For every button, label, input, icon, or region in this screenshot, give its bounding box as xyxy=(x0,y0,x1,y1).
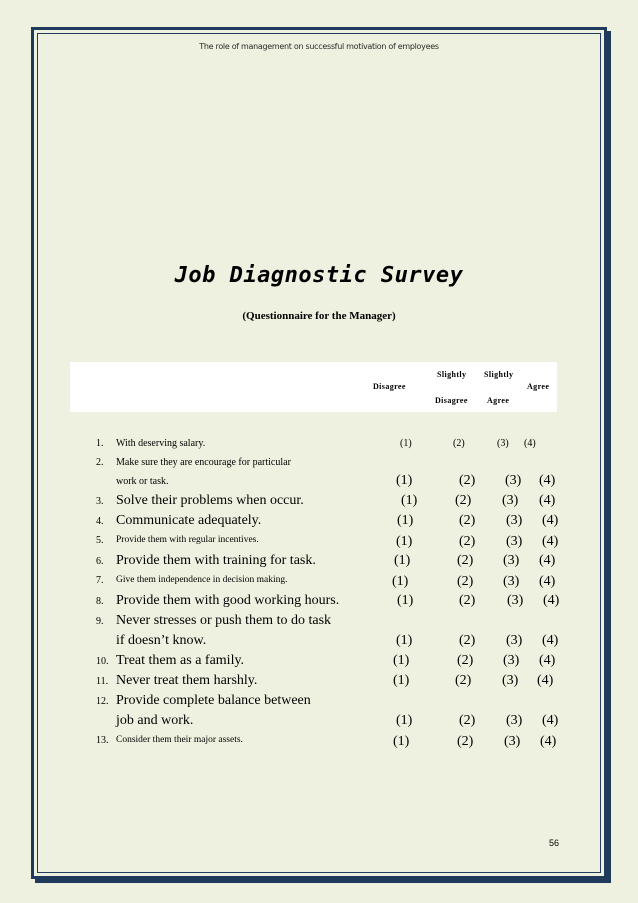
survey-title: Job Diagnostic Survey xyxy=(174,263,464,288)
question-number: 5. xyxy=(96,535,104,546)
option-4[interactable]: (4) xyxy=(539,553,556,568)
question-text: Communicate adequately. xyxy=(116,513,262,528)
option-2[interactable]: (2) xyxy=(453,438,465,449)
option-4[interactable]: (4) xyxy=(539,473,556,488)
option-2[interactable]: (2) xyxy=(459,513,476,528)
scale-label-slightly-agree-top: Slightly xyxy=(484,370,514,379)
option-4[interactable]: (4) xyxy=(542,633,559,648)
running-header: The role of management on successful motivation of employees xyxy=(199,42,439,51)
question-text: With deserving salary. xyxy=(116,438,206,449)
option-1[interactable]: (1) xyxy=(396,713,413,728)
page-number: 56 xyxy=(549,838,560,848)
scale-label-slightly-disagree-top: Slightly xyxy=(437,370,467,379)
option-1[interactable]: (1) xyxy=(394,553,411,568)
option-3[interactable]: (3) xyxy=(505,473,522,488)
question-text: if doesn’t know. xyxy=(116,633,207,648)
question-text: Consider them their major assets. xyxy=(116,735,243,745)
question-number: 11. xyxy=(96,676,109,687)
option-2[interactable]: (2) xyxy=(459,633,476,648)
response-scale-header xyxy=(70,362,557,412)
option-2[interactable]: (2) xyxy=(457,653,474,668)
question-number: 2. xyxy=(96,457,104,468)
option-2[interactable]: (2) xyxy=(459,534,476,549)
question-number: 4. xyxy=(96,516,104,527)
question-number: 3. xyxy=(96,496,104,507)
question-number: 12. xyxy=(96,696,109,707)
option-2[interactable]: (2) xyxy=(457,734,474,749)
option-3[interactable]: (3) xyxy=(502,673,519,688)
page-border-shadow-right xyxy=(607,31,611,883)
option-4[interactable]: (4) xyxy=(542,513,559,528)
option-1[interactable]: (1) xyxy=(396,473,413,488)
option-2[interactable]: (2) xyxy=(457,574,474,589)
question-number: 6. xyxy=(96,556,104,567)
survey-subtitle: (Questionnaire for the Manager) xyxy=(242,310,396,322)
option-2[interactable]: (2) xyxy=(459,593,476,608)
option-3[interactable]: (3) xyxy=(502,493,519,508)
question-number: 8. xyxy=(96,596,104,607)
option-3[interactable]: (3) xyxy=(504,734,521,749)
option-1[interactable]: (1) xyxy=(396,633,413,648)
option-3[interactable]: (3) xyxy=(497,438,509,449)
option-1[interactable]: (1) xyxy=(393,653,410,668)
scale-label-slightly-agree-bottom: Agree xyxy=(487,396,510,405)
option-4[interactable]: (4) xyxy=(537,673,554,688)
question-text: Provide them with good working hours. xyxy=(116,593,340,608)
option-4[interactable]: (4) xyxy=(524,438,536,449)
question-text: Provide complete balance between xyxy=(116,693,311,708)
option-4[interactable]: (4) xyxy=(542,713,559,728)
option-3[interactable]: (3) xyxy=(506,713,523,728)
option-3[interactable]: (3) xyxy=(506,513,523,528)
question-text: job and work. xyxy=(116,713,194,728)
option-4[interactable]: (4) xyxy=(542,534,559,549)
question-text: Never stresses or push them to do task xyxy=(116,613,332,628)
option-3[interactable]: (3) xyxy=(503,574,520,589)
option-3[interactable]: (3) xyxy=(503,553,520,568)
option-2[interactable]: (2) xyxy=(459,473,476,488)
question-number: 1. xyxy=(96,438,104,449)
question-text: Make sure they are encourage for particular xyxy=(116,457,291,468)
option-1[interactable]: (1) xyxy=(393,673,410,688)
scale-label-slightly-disagree-bottom: Disagree xyxy=(435,396,468,405)
scale-label-agree: Agree xyxy=(527,382,550,391)
page-border-shadow-bottom xyxy=(35,879,611,883)
option-1[interactable]: (1) xyxy=(393,734,410,749)
option-4[interactable]: (4) xyxy=(543,593,560,608)
question-number: 9. xyxy=(96,616,104,627)
option-1[interactable]: (1) xyxy=(392,574,409,589)
option-2[interactable]: (2) xyxy=(457,553,474,568)
question-text: Give them independence in decision making. xyxy=(116,575,288,585)
question-text: Never treat them harshly. xyxy=(116,673,258,688)
option-3[interactable]: (3) xyxy=(506,534,523,549)
question-number: 10. xyxy=(96,656,109,667)
option-2[interactable]: (2) xyxy=(455,673,472,688)
question-text: Solve their problems when occur. xyxy=(116,493,304,508)
option-4[interactable]: (4) xyxy=(539,493,556,508)
option-4[interactable]: (4) xyxy=(540,734,557,749)
question-number: 7. xyxy=(96,575,104,586)
option-1[interactable]: (1) xyxy=(401,493,418,508)
option-2[interactable]: (2) xyxy=(455,493,472,508)
option-1[interactable]: (1) xyxy=(396,534,413,549)
question-number: 13. xyxy=(96,735,109,746)
question-text: work or task. xyxy=(116,476,169,487)
option-1[interactable]: (1) xyxy=(397,593,414,608)
option-1[interactable]: (1) xyxy=(400,438,412,449)
option-4[interactable]: (4) xyxy=(539,574,556,589)
question-text: Provide them with training for task. xyxy=(116,553,316,568)
option-4[interactable]: (4) xyxy=(539,653,556,668)
question-text: Treat them as a family. xyxy=(116,653,245,668)
option-3[interactable]: (3) xyxy=(503,653,520,668)
option-1[interactable]: (1) xyxy=(397,513,414,528)
question-text: Provide them with regular incentives. xyxy=(116,535,259,545)
option-3[interactable]: (3) xyxy=(506,633,523,648)
option-3[interactable]: (3) xyxy=(507,593,524,608)
option-2[interactable]: (2) xyxy=(459,713,476,728)
scale-label-disagree: Disagree xyxy=(373,382,406,391)
